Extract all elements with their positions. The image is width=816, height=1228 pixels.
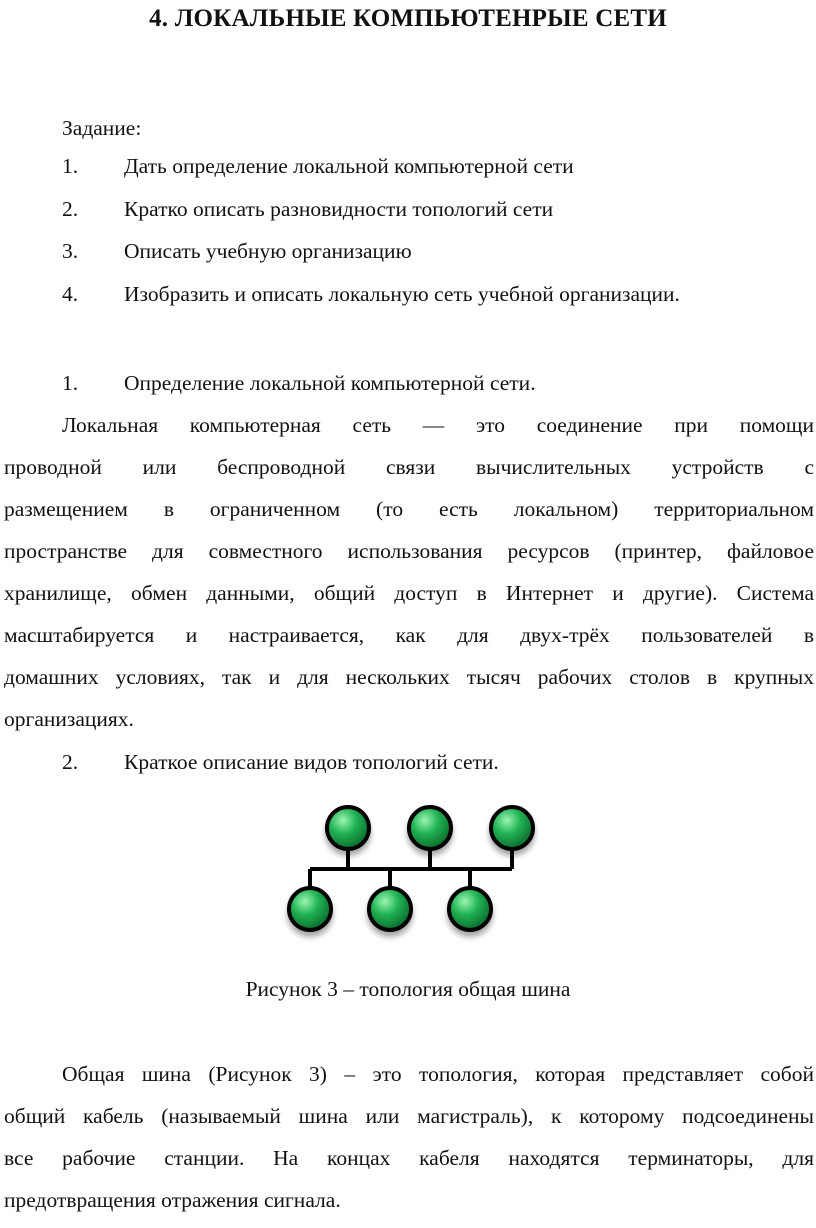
section-number: 1. [62,371,79,395]
paragraph-line: размещением в ограниченном (то есть локальном) территориальном [4,497,814,521]
paragraph-line: организациях. [4,707,134,731]
network-node [289,888,331,930]
paragraph-line: проводной или беспроводной связи вычислительных устройств с [4,455,814,479]
paragraph-line: общий кабель (называемый шина или магистраль), к которому подсоединены [4,1104,814,1128]
task-number: 4. [62,282,79,306]
page-title: 4. ЛОКАЛЬНЫЕ КОМПЬЮТЕНРЫЕ СЕТИ [149,5,667,32]
network-node [491,807,533,849]
task-number: 1. [62,154,79,178]
section-heading-text: Краткое описание видов топологий сети. [124,750,499,774]
paragraph-line: домашних условиях, так и для нескольких тысяч рабочих столов в крупных [4,665,814,689]
network-node [449,888,491,930]
bus-topology-diagram [270,795,550,955]
task-text: Изобразить и описать локальную сеть учебной организации. [124,282,680,306]
paragraph-line: предотвращения отражения сигнала. [4,1188,341,1212]
figure-caption: Рисунок 3 – топология общая шина [245,977,571,1001]
paragraph-line: все рабочие станции. На концах кабеля находятся терминаторы, для [4,1146,814,1170]
task-number: 2. [62,197,79,221]
network-node [327,807,369,849]
paragraph-line: масштабируется и настраивается, как для двух-трёх пользователей в [4,623,814,647]
network-node [409,807,451,849]
network-node [369,888,411,930]
paragraph-line: пространстве для совместного использования ресурсов (принтер, файловое [4,539,814,563]
paragraph-line: хранилище, обмен данными, общий доступ в Интернет и другие). Система [4,581,814,605]
section-heading-text: Определение локальной компьютерной сети. [124,371,536,395]
paragraph-line: Общая шина (Рисунок 3) – это топология, которая представляет собой [62,1062,814,1086]
paragraph-line: Локальная компьютерная сеть — это соединение при помощи [62,413,814,437]
task-text: Кратко описать разновидности топологий сети [124,197,554,221]
task-number: 3. [62,239,79,263]
task-text: Дать определение локальной компьютерной сети [124,154,574,178]
task-text: Описать учебную организацию [124,239,412,263]
task-heading: Задание: [62,116,142,140]
section-number: 2. [62,750,79,774]
